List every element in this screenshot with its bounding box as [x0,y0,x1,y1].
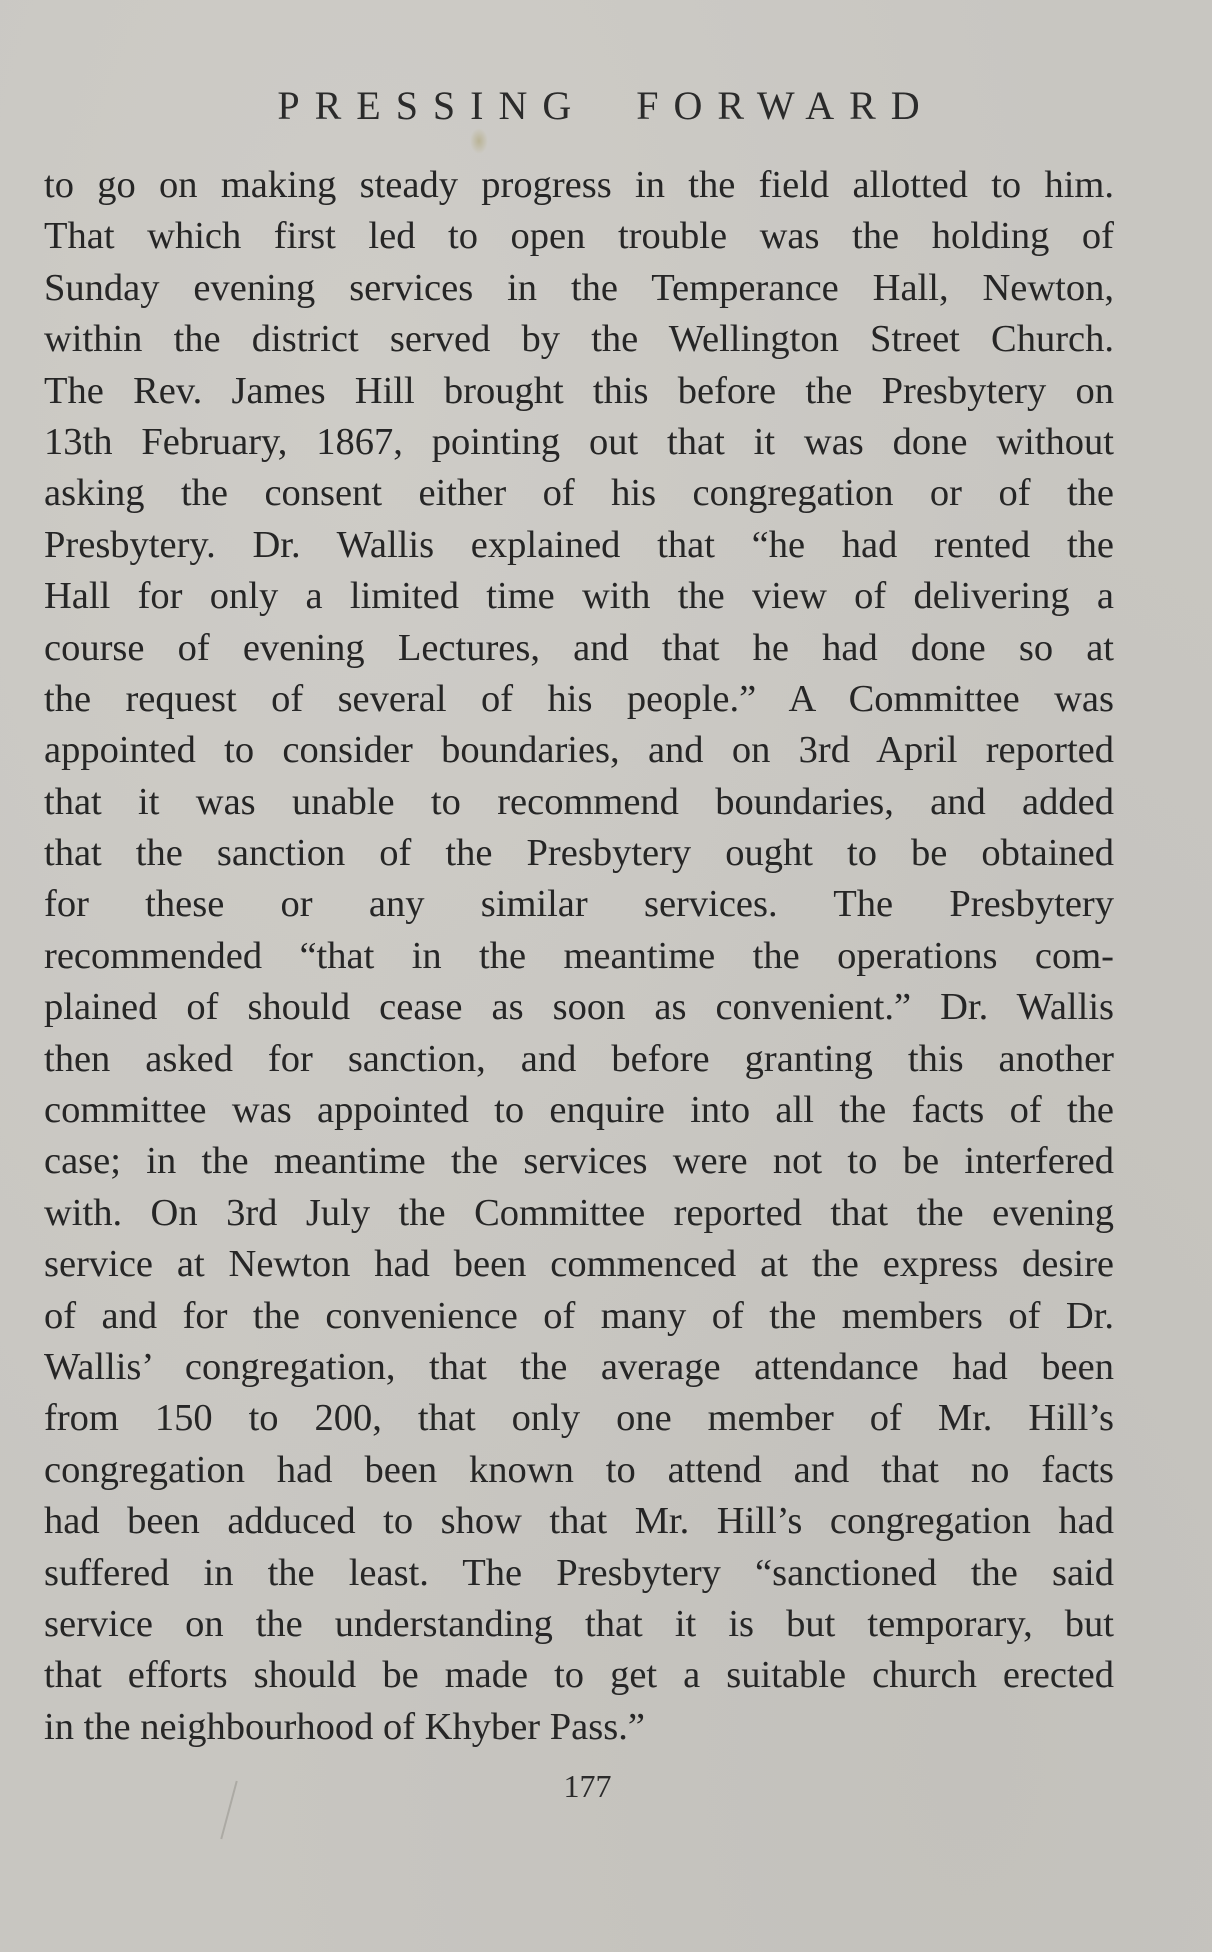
text-line: with. On 3rd July the Committee reported that the evening [44,1191,1114,1234]
text-line: course of evening Lectures, and that he had done so at [44,626,1114,669]
text-line: case; in the meantime the services were not to be interfered [44,1140,1114,1183]
text-line: that the sanction of the Presbytery ought to be obtained [44,832,1114,875]
text-line: Wallis’ congregation, that the average attendance had been [44,1345,1114,1388]
body-text [44,160,1114,1753]
page-number: 177 [563,1768,612,1804]
paper-stain [470,128,488,154]
text-line: that it was unable to recommend boundaries, and added [44,780,1114,823]
text-line: committee was appointed to enquire into all the facts of the [44,1089,1114,1132]
text-line: The Rev. James Hill brought this before the Presbytery on [44,369,1114,412]
text-line: from 150 to 200, that only one member of Mr. Hill’s [44,1397,1114,1440]
text-line: Hall for only a limited time with the view of delivering a [44,575,1114,618]
text-line: recommended “that in the meantime the operations com- [44,934,1114,977]
text-line: suffered in the least. The Presbytery “sanctioned the said [44,1551,1114,1594]
text-line: Presbytery. Dr. Wallis explained that “he had rented the [44,523,1114,566]
text-line: that efforts should be made to get a suitable church erected [44,1654,1114,1697]
text-line: Sunday evening services in the Temperance Hall, Newton, [44,266,1114,309]
text-line: service at Newton had been commenced at the express desire [44,1243,1114,1286]
text-line: plained of should cease as soon as convenient.” Dr. Wallis [44,986,1114,1029]
text-line: in the neighbourhood of Khyber Pass.” [44,1705,645,1748]
text-line: asking the consent either of his congregation or of the [44,472,1114,515]
text-line: within the district served by the Wellington Street Church. [44,318,1114,361]
text-line: had been adduced to show that Mr. Hill’s congregation had [44,1500,1114,1543]
running-head: PRESSING FORWARD [277,83,935,128]
text-line: congregation had been known to attend and that no facts [44,1448,1114,1491]
text-line: appointed to consider boundaries, and on 3rd April reported [44,729,1114,772]
text-line: 13th February, 1867, pointing out that it was done without [44,420,1114,463]
text-line: of and for the convenience of many of the members of Dr. [44,1294,1114,1337]
text-line: for these or any similar services. The Presbytery [44,883,1114,926]
text-line: to go on making steady progress in the field allotted to him. [44,164,1114,206]
text-line: service on the understanding that it is but temporary, but [44,1602,1114,1645]
text-line: the request of several of his people.” A Committee was [44,677,1114,720]
text-line: then asked for sanction, and before granting this another [44,1037,1114,1080]
text-line: That which first led to open trouble was the holding of [44,215,1114,258]
